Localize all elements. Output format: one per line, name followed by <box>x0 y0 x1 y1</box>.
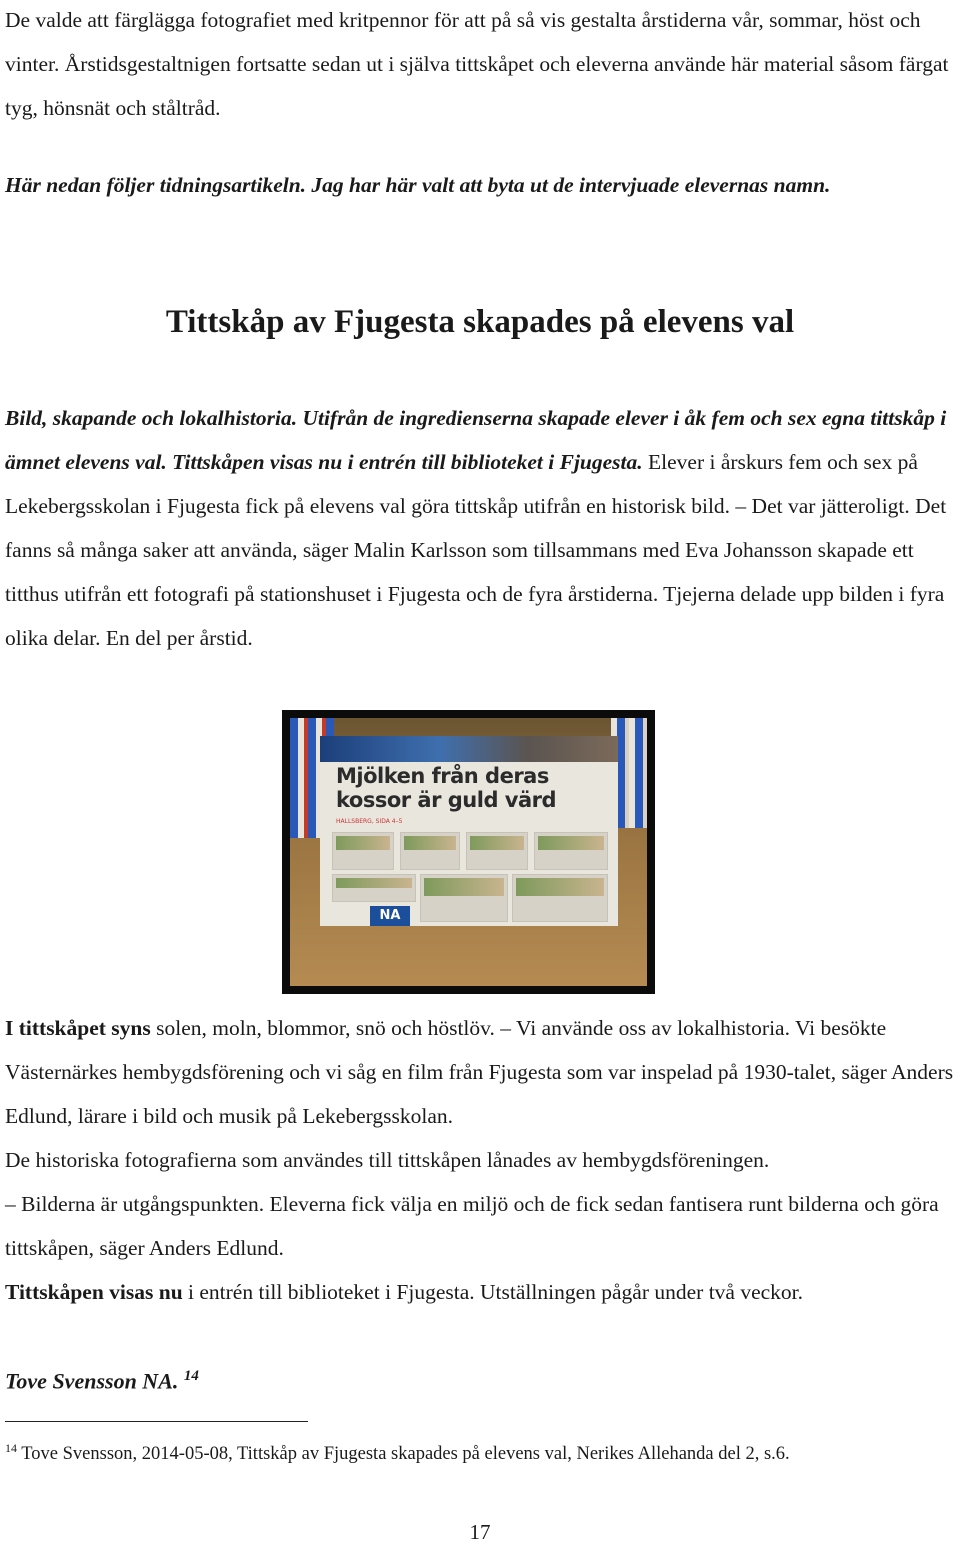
intro-paragraph <box>5 0 957 130</box>
newspaper-teaser <box>332 874 416 902</box>
newspaper-teaser <box>466 832 528 870</box>
article-body <box>5 396 957 660</box>
paragraph-visas: Tittskåpen visas nu i entrén till biblioteket i Fjugesta. Utställningen pågår under två veckor. <box>5 1280 804 1304</box>
article-signature <box>5 1354 199 1403</box>
newspaper-photo <box>282 710 655 994</box>
page-number: 17 <box>469 1520 491 1544</box>
intro-text: De valde att färglägga fotografiet med kritpennor för att på så vis gestalta årstiderna vår, sommar, höst och vinter. Årstidsgestaltnigen fortsatte sedan ut i själva tittskåpet och eleverna använde här material såsom färgat tyg, hönsnät och ståltråd. <box>5 8 949 120</box>
newspaper-logo: NA <box>370 906 410 926</box>
article-headline: Tittskåp av Fjugesta skapades på elevens val <box>165 304 795 340</box>
newspaper-teaser <box>400 832 460 870</box>
newspaper-teaser <box>332 832 394 870</box>
photo-content <box>290 718 647 986</box>
paragraph-tittskapet: I tittskåpet syns solen, moln, blommor, snö och höstlöv. – Vi använde oss av lokalhistoria. Vi besökte Västernärkes hembygdsförening och vi såg en film från Fjugesta som var inspelad på 1930-talet, säger Anders Edlund, lärare i bild och musik på Lekebergsskolan. <box>5 1016 954 1128</box>
newspaper-teaser <box>420 874 508 922</box>
footnote-ref: 14 <box>183 1368 199 1384</box>
newspaper-top-image <box>320 736 618 762</box>
footnote-divider <box>5 1421 308 1422</box>
footnote-number: 14 <box>5 1441 17 1455</box>
newspaper-teaser <box>534 832 608 870</box>
signature-text: Tove Svensson NA. <box>5 1368 179 1394</box>
paragraph-bilderna: – Bilderna är utgångspunkten. Eleverna fick välja en miljö och de fick sedan fantisera runt bilderna och göra tittskåpen, säger Anders Edlund. <box>5 1192 939 1260</box>
footnote <box>5 1432 790 1470</box>
footnote-text: Tove Svensson, 2014-05-08, Tittskåp av Fjugesta skapades på elevens val, Nerikes Allehanda del 2, s.6. <box>17 1444 790 1465</box>
newspaper <box>320 736 618 926</box>
article-lead: Bild, skapande och lokalhistoria. Utifrån de ingredienserna skapade elever i åk fem och sex egna tittskåp i ämnet elevens val. Tittskåpen visas nu i entrén till biblioteket i Fjugesta. <box>5 406 947 474</box>
newspaper-headline: Mjölken från deras kossor är guld värd <box>336 764 557 812</box>
newspaper-strip: HALLSBERG, SIDA 4–5 <box>336 818 403 825</box>
article-continuation <box>5 1006 957 1314</box>
author-note-text: Här nedan följer tidningsartikeln. Jag har här valt att byta ut de intervjuade elevernas namn. <box>5 173 831 197</box>
newspaper-teaser <box>512 874 608 922</box>
article-text: Elever i årskurs fem och sex på Lekebergsskolan i Fjugesta fick på elevens val göra tittskåp utifrån en historisk bild. – Det var jätteroligt. Det fanns så många saker att använda, säger Malin Karlsson som tillsammans med Eva Johansson skapade ett titthus utifrån ett fotografi på stationshuset i Fjugesta och de fyra årstiderna. Tjejerna delade upp bilden i fyra olika delar. En del per årstid. <box>5 450 947 650</box>
paragraph-historiska: De historiska fotografierna som användes till tittskåpen lånades av hembygdsföreningen. <box>5 1148 770 1172</box>
author-note <box>5 163 957 207</box>
